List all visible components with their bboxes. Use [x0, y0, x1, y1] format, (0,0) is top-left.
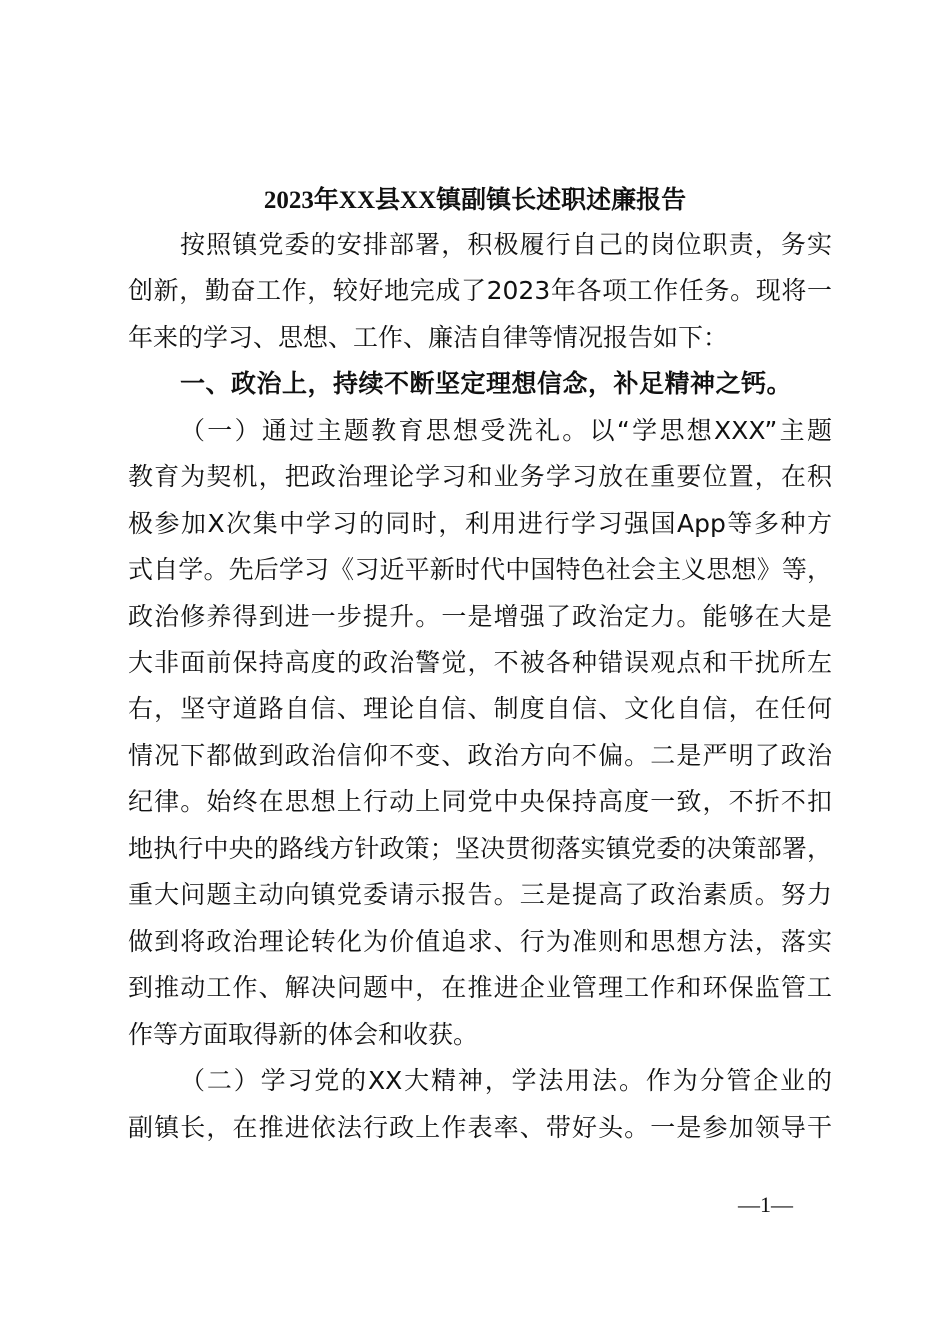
- section-heading-1: 一、政治上，持续不断坚定理想信念，补足精神之钙。: [180, 369, 793, 398]
- subsection-1-line-14: 作等方面取得新的体会和收获。: [128, 1020, 479, 1049]
- paragraph-intro-line-3: 年来的学习、思想、工作、廉洁自律等情况报告如下：: [128, 323, 729, 352]
- page-number: —1—: [738, 1192, 793, 1217]
- subsection-1-line-3: 极参加X次集中学习的同时，利用进行学习强国App等多种方: [128, 509, 832, 538]
- subsection-1-line-5: 政治修养得到进一步提升。一是增强了政治定力。能够在大是: [128, 602, 832, 631]
- subsection-1-line-10: 地执行中央的路线方针政策；坚决贯彻落实镇党委的决策部署，: [128, 834, 832, 863]
- subsection-1-line-13: 到推动工作、解决问题中，在推进企业管理工作和环保监管工: [128, 973, 832, 1002]
- subsection-1-line-7: 右，坚守道路自信、理论自信、制度自信、文化自信，在任何: [128, 694, 832, 723]
- subsection-1-line-1: （一）通过主题教育思想受洗礼。以“学思想XXX”主题: [180, 416, 832, 445]
- subsection-1-line-11: 重大问题主动向镇党委请示报告。三是提高了政治素质。努力: [128, 880, 832, 909]
- subsection-1-line-9: 纪律。始终在思想上行动上同党中央保持高度一致，不折不扣: [128, 787, 832, 816]
- paragraph-intro-line-1: 按照镇党委的安排部署，积极履行自己的岗位职责，务实: [180, 230, 832, 259]
- document-title: 2023年XX县XX镇副镇长述职述廉报告: [263, 187, 687, 214]
- subsection-1-line-12: 做到将政治理论转化为价值追求、行为准则和思想方法，落实: [128, 927, 832, 956]
- subsection-2-line-1: （二）学习党的XX大精神，学法用法。作为分管企业的: [180, 1066, 832, 1095]
- subsection-1-line-8: 情况下都做到政治信仰不变、政治方向不偏。二是严明了政治: [128, 741, 832, 770]
- subsection-1-line-4: 式自学。先后学习《习近平新时代中国特色社会主义思想》等，: [128, 555, 832, 584]
- subsection-2-line-2: 副镇长，在推进依法行政上作表率、带好头。一是参加领导干: [128, 1113, 832, 1142]
- subsection-1-line-6: 大非面前保持高度的政治警觉，不被各种错误观点和干扰所左: [128, 648, 832, 677]
- paragraph-intro-line-2: 创新，勤奋工作，较好地完成了2023年各项工作任务。现将一: [128, 276, 832, 305]
- subsection-1-line-2: 教育为契机，把政治理论学习和业务学习放在重要位置，在积: [128, 462, 832, 491]
